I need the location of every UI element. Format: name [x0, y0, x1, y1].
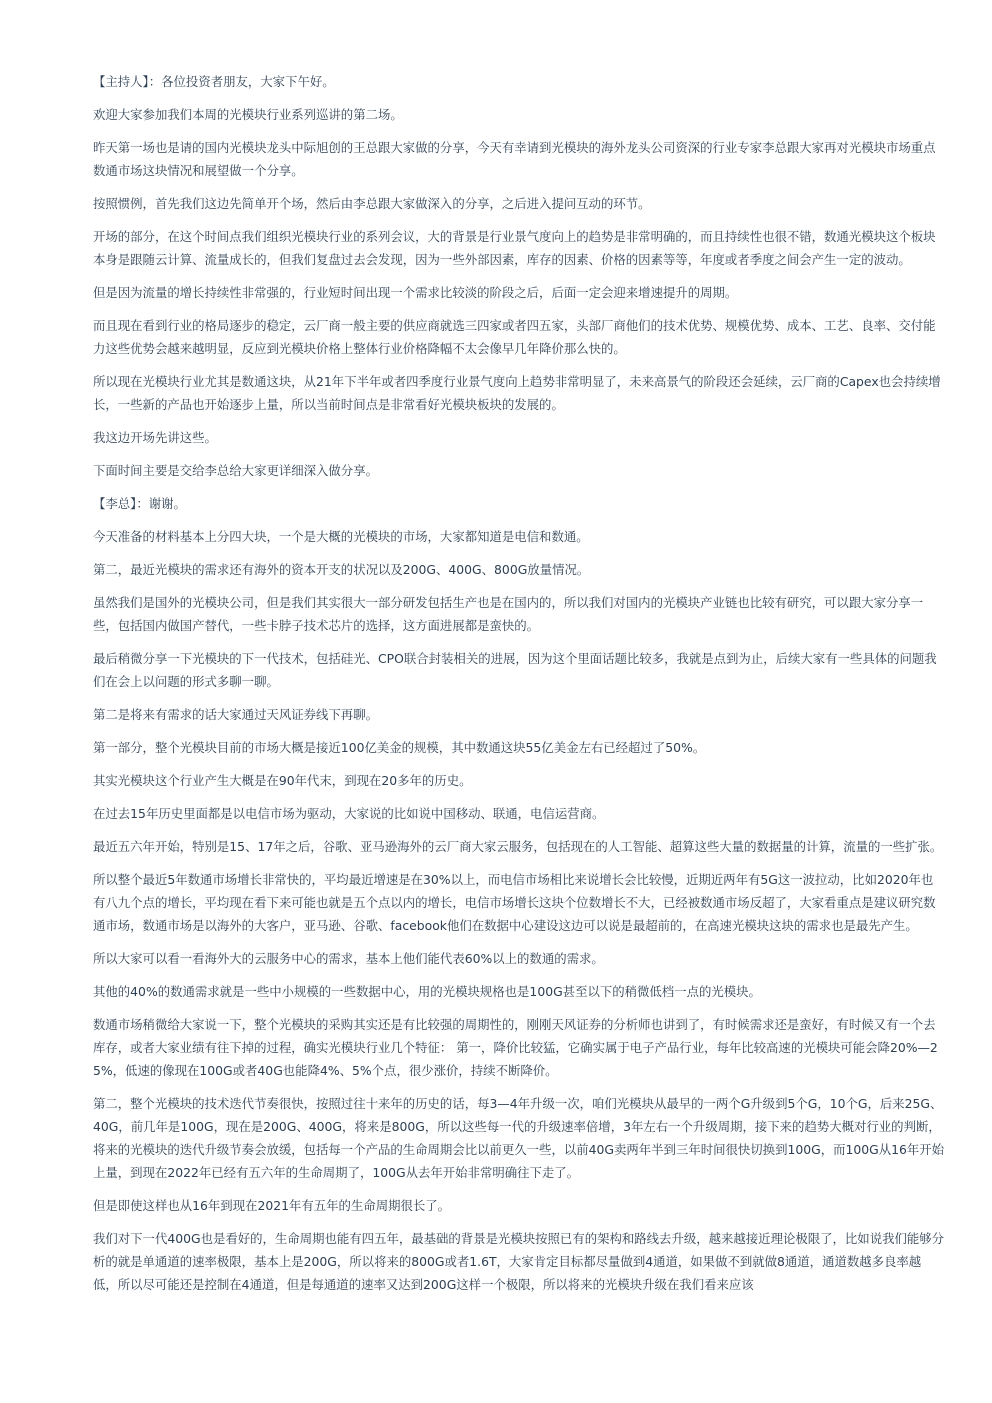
paragraph-demand-capex: 第二，最近光模块的需求还有海外的资本开支的状况以及200G、400G、800G放量情况。	[93, 562, 590, 577]
paragraph-lifecycle: 但是即使这样也从16年到现在2021年有五年的生命周期很长了。	[93, 1198, 451, 1213]
paragraph-offline-followup: 第二是将来有需求的话大家通过天风证券线下再聊。	[93, 707, 378, 722]
paragraph-market-size: 第一部分，整个光模块目前的市场大概是接近100亿美金的规模，其中数通这块55亿美金左右已经超过了50%。	[93, 740, 706, 755]
document-page	[93, 70, 945, 1306]
paragraph-cloud-expansion: 最近五六年开始，特别是15、17年之后，谷歌、亚马逊海外的云厂商大家云服务，包括现在的人工智能、超算这些大量的数据量的计算，流量的一些扩张。	[93, 839, 943, 854]
paragraph-tech-iteration: 第二，整个光模块的技术迭代节奏很快，按照过往十来年的历史的话，每3—4年升级一次，咱们光模块从最早的一两个G升级到5个G，10个G，后来25G、40G，前几年是100G，现在是200G、400G，将来是800G，所以这些每一代的升级速率倍增，3年左右一个升级周期，接下来的趋势大概对行业的判断，将来的光模块的迭代升级节奏会放缓，包括每一个产品的生命周期会比以前更久一些，以前40G卖两年半到三年时间很快切换到100G，而100G从16年开始上量，到现在2022年已经有五六年的生命周期了，100G从去年开始非常明确往下走了。	[93, 1096, 945, 1180]
paragraph-outlook: 所以现在光模块行业尤其是数通这块，从21年下半年或者四季度行业景气度向上趋势非常明显了，未来高景气的阶段还会延续，云厂商的Capex也会持续增长，一些新的产品也开始逐步上量，所以当前时间点是非常看好光模块板块的发展的。	[93, 374, 941, 412]
paragraph-agenda: 按照惯例，首先我们这边先简单开个场，然后由李总跟大家做深入的分享，之后进入提问互动的环节。	[93, 196, 651, 211]
paragraph-opening-end: 我这边开场先讲这些。	[93, 430, 217, 445]
paragraph-datacom-growth: 所以整个最近5年数通市场增长非常快的，平均最近增速是在30%以上，而电信市场相比来说增长会比较慢，近期近两年有5G这一波拉动，比如2020年也有八九个点的增长，平均现在看下来可能也就是五个点以内的增长，电信市场增长这块个位数增长不大，已经被数通市场反超了，大家看重点是建议研究数通市场，数通市场是以海外的大客户，亚马逊、谷歌、facebook他们在数据中心建设这边可以说是最超前的，在高速光模块这块的需求也是最先产生。	[93, 872, 936, 933]
paragraph-growth-cycle: 但是因为流量的增长持续性非常强的，行业短时间出现一个需求比较淡的阶段之后，后面一定会迎来增速提升的周期。	[93, 285, 738, 300]
paragraph-speaker-thanks: 【李总】：谢谢。	[93, 496, 186, 511]
paragraph-other-demand: 其他的40%的数通需求就是一些中小规模的一些数据中心，用的光模块规格也是100G甚至以下的稍微低档一点的光模块。	[93, 984, 761, 999]
paragraph-cloud-demand-share: 所以大家可以看一看海外大的云服务中心的需求，基本上他们能代表60%以上的数通的需求。	[93, 951, 604, 966]
paragraph-welcome: 欢迎大家参加我们本周的光模块行业系列巡讲的第二场。	[93, 107, 403, 122]
paragraph-telecom-driven: 在过去15年历史里面都是以电信市场为驱动，大家说的比如说中国移动、联通，电信运营商。	[93, 806, 605, 821]
paragraph-domestic-chain: 虽然我们是国外的光模块公司，但是我们其实很大一部分研发包括生产也是在国内的，所以我们对国内的光模块产业链也比较有研究，可以跟大家分享一些，包括国内做国产替代，一些卡脖子技术芯片的选择，这方面进展都是蛮快的。	[93, 595, 924, 633]
paragraph-cyclicality: 数通市场稍微给大家说一下，整个光模块的采购其实还是有比较强的周期性的，刚刚天风证券的分析师也讲到了，有时候需求还是蛮好，有时候又有一个去库存，或者大家业绩有往下掉的过程，确实光模块行业几个特征： 第一，降价比较猛，它确实属于电子产品行业，每年比较高速的光模块可能会降20%—25%，低速的像现在100G或者40G也能降4%、5%个点，很少涨价，持续不断降价。	[93, 1017, 938, 1078]
paragraph-introduction: 昨天第一场也是请的国内光模块龙头中际旭创的王总跟大家做的分享，今天有幸请到光模块的海外龙头公司资深的行业专家李总跟大家再对光模块市场重点数通市场这块情况和展望做一个分享。	[93, 140, 936, 178]
paragraph-host-greeting: 【主持人】：各位投资者朋友，大家下午好。	[93, 74, 335, 89]
paragraph-industry-history: 其实光模块这个行业产生大概是在90年代末，到现在20多年的历史。	[93, 773, 472, 788]
paragraph-industry-structure: 而且现在看到行业的格局逐步的稳定，云厂商一般主要的供应商就选三四家或者四五家，头部厂商他们的技术优势、规模优势、成本、工艺、良率、交付能力这些优势会越来越明显，反应到光模块价格上整体行业价格降幅不太会像早几年降价那么快的。	[93, 318, 936, 356]
paragraph-400g-outlook: 我们对下一代400G也是看好的，生命周期也能有四五年，最基础的背景是光模块按照已有的架构和路线去升级，越来越接近理论极限了，比如说我们能够分析的就是单通道的速率极限，基本上是200G，所以将来的800G或者1.6T，大家肯定目标都尽量做到4通道，如果做不到就做8通道，通道数越多良率越低，所以尽可能还是控制在4通道，但是每通道的速率又达到200G这样一个极限，所以将来的光模块升级在我们看来应该	[93, 1231, 945, 1292]
paragraph-opening-background: 开场的部分，在这个时间点我们组织光模块行业的系列会议，大的背景是行业景气度向上的趋势是非常明确的，而且持续性也很不错，数通光模块这个板块本身是跟随云计算、流量成长的，但我们复盘过去会发现，因为一些外部因素，库存的因素、价格的因素等等，年度或者季度之间会产生一定的波动。	[93, 229, 936, 267]
paragraph-materials-overview: 今天准备的材料基本上分四大块，一个是大概的光模块的市场，大家都知道是电信和数通。	[93, 529, 589, 544]
paragraph-next-gen-tech: 最后稍微分享一下光模块的下一代技术，包括硅光、CPO联合封装相关的进展，因为这个里面话题比较多，我就是点到为止，后续大家有一些具体的问题我们在会上以问题的形式多聊一聊。	[93, 651, 937, 689]
paragraph-handover: 下面时间主要是交给李总给大家更详细深入做分享。	[93, 463, 378, 478]
